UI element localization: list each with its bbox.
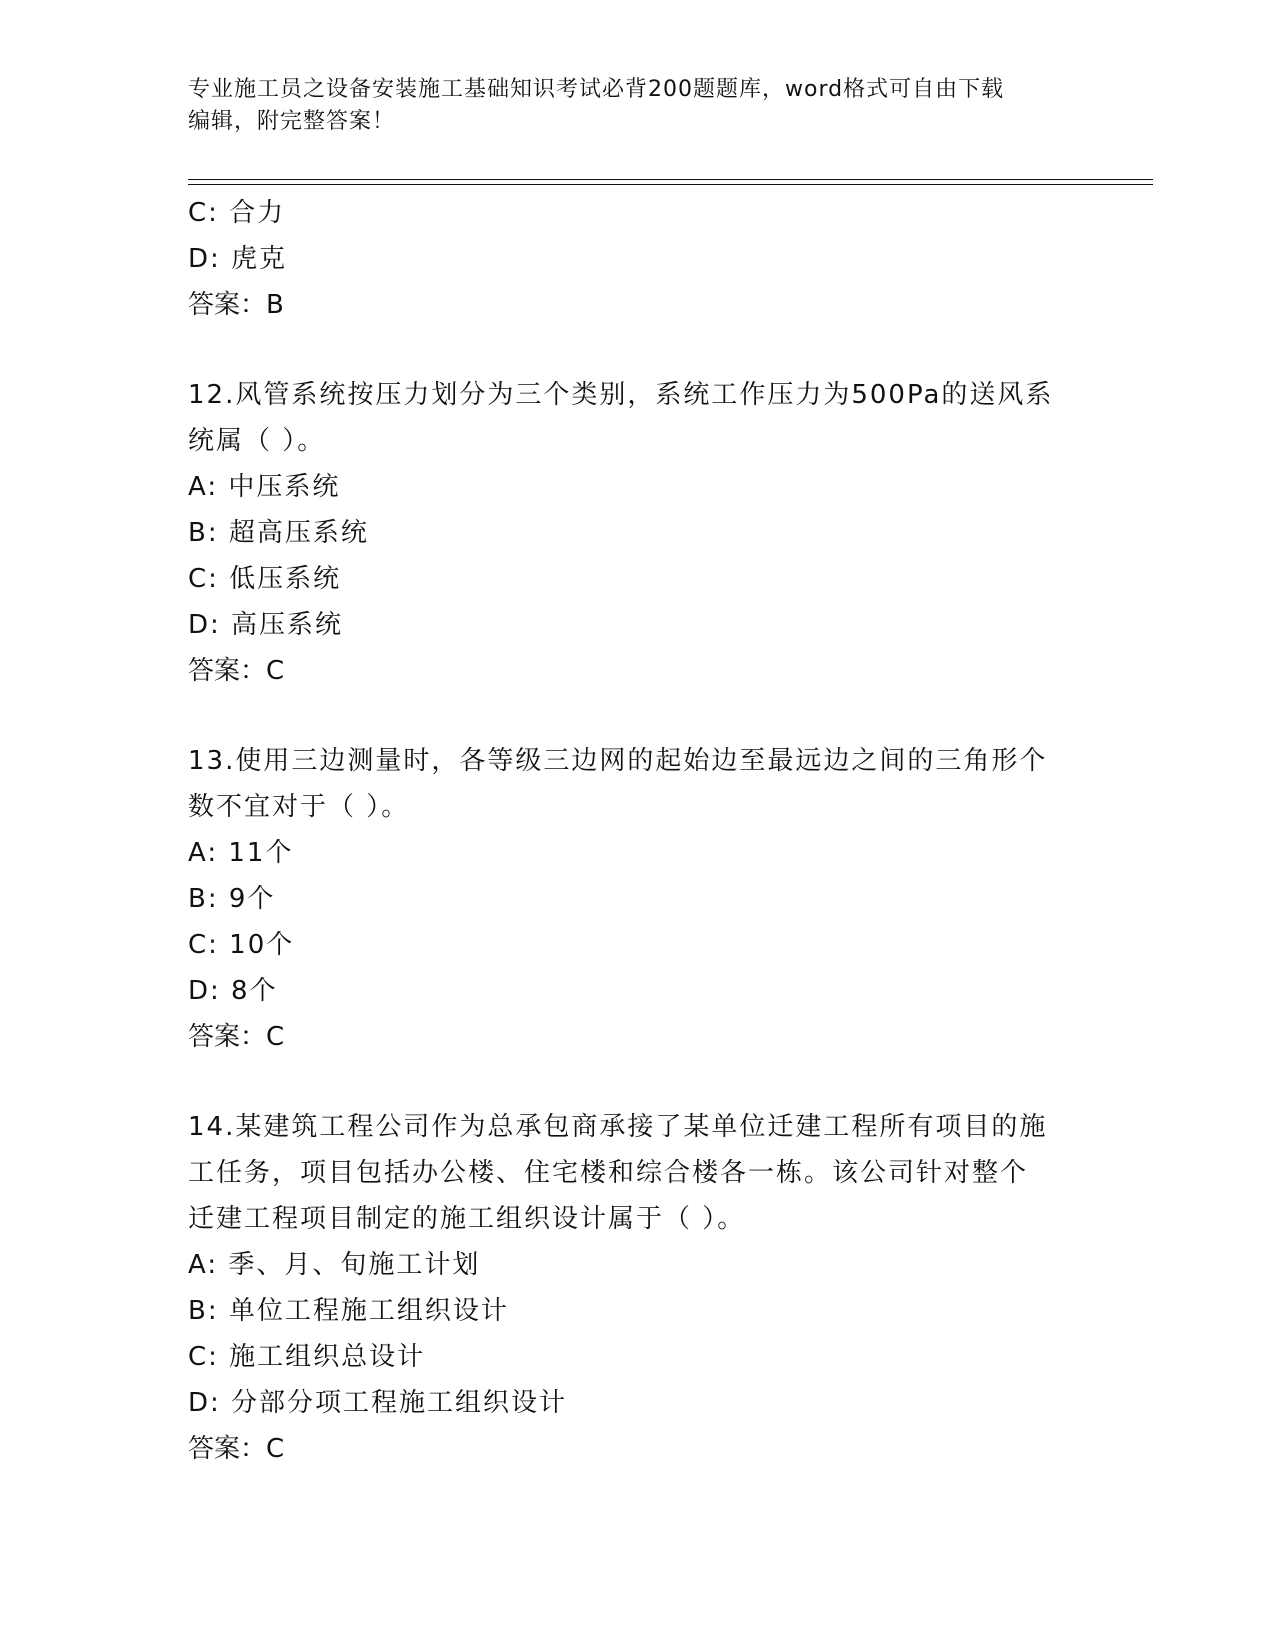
option-c: C: 合力 — [188, 198, 286, 228]
question-13 — [188, 738, 1088, 1060]
option-d: D: 虎克 — [188, 244, 288, 274]
spacer — [188, 1060, 1088, 1104]
question-text-line: 迁建工程项目制定的施工组织设计属于（ ）。 — [188, 1204, 746, 1234]
answer-line: 答案：B — [188, 290, 284, 320]
spacer — [188, 694, 1088, 738]
answer-line: 答案：C — [188, 656, 285, 686]
option-d: D: 分部分项工程施工组织设计 — [188, 1388, 568, 1418]
header-rule-bottom — [188, 184, 1153, 185]
question-text-line: 12.风管系统按压力划分为三个类别，系统工作压力为500Pa的送风系 — [188, 380, 1054, 410]
question-11-tail — [188, 190, 1088, 328]
header-title-line-1: 专业施工员之设备安装施工基础知识考试必背200题题库，word格式可自由下载 — [188, 77, 1005, 102]
header-rule-top — [188, 179, 1153, 180]
answer-line: 答案：C — [188, 1022, 285, 1052]
option-a: A: 中压系统 — [188, 472, 341, 502]
option-d: D: 高压系统 — [188, 610, 344, 640]
option-c: C: 施工组织总设计 — [188, 1342, 426, 1372]
question-14 — [188, 1104, 1088, 1472]
spacer — [188, 328, 1088, 372]
question-text-line: 13.使用三边测量时，各等级三边网的起始边至最远边之间的三角形个 — [188, 746, 1048, 776]
question-list — [188, 190, 1088, 1472]
question-text-line: 工任务，项目包括办公楼、住宅楼和综合楼各一栋。该公司针对整个 — [188, 1158, 1029, 1188]
question-text-line: 数不宜对于（ ）。 — [188, 792, 410, 822]
option-c: C: 10个 — [188, 930, 295, 960]
answer-line: 答案：C — [188, 1434, 285, 1464]
document-header — [188, 74, 1088, 138]
option-a: A: 11个 — [188, 838, 294, 868]
question-text-line: 统属（ ）。 — [188, 426, 326, 456]
option-a: A: 季、月、旬施工计划 — [188, 1250, 481, 1280]
option-b: B: 超高压系统 — [188, 518, 369, 548]
question-12 — [188, 372, 1088, 694]
option-d: D: 8个 — [188, 976, 278, 1006]
option-b: B: 单位工程施工组织设计 — [188, 1296, 509, 1326]
option-b: B: 9个 — [188, 884, 276, 914]
option-c: C: 低压系统 — [188, 564, 342, 594]
question-text-line: 14.某建筑工程公司作为总承包商承接了某单位迁建工程所有项目的施 — [188, 1112, 1048, 1142]
header-title-line-2: 编辑，附完整答案！ — [188, 109, 396, 134]
